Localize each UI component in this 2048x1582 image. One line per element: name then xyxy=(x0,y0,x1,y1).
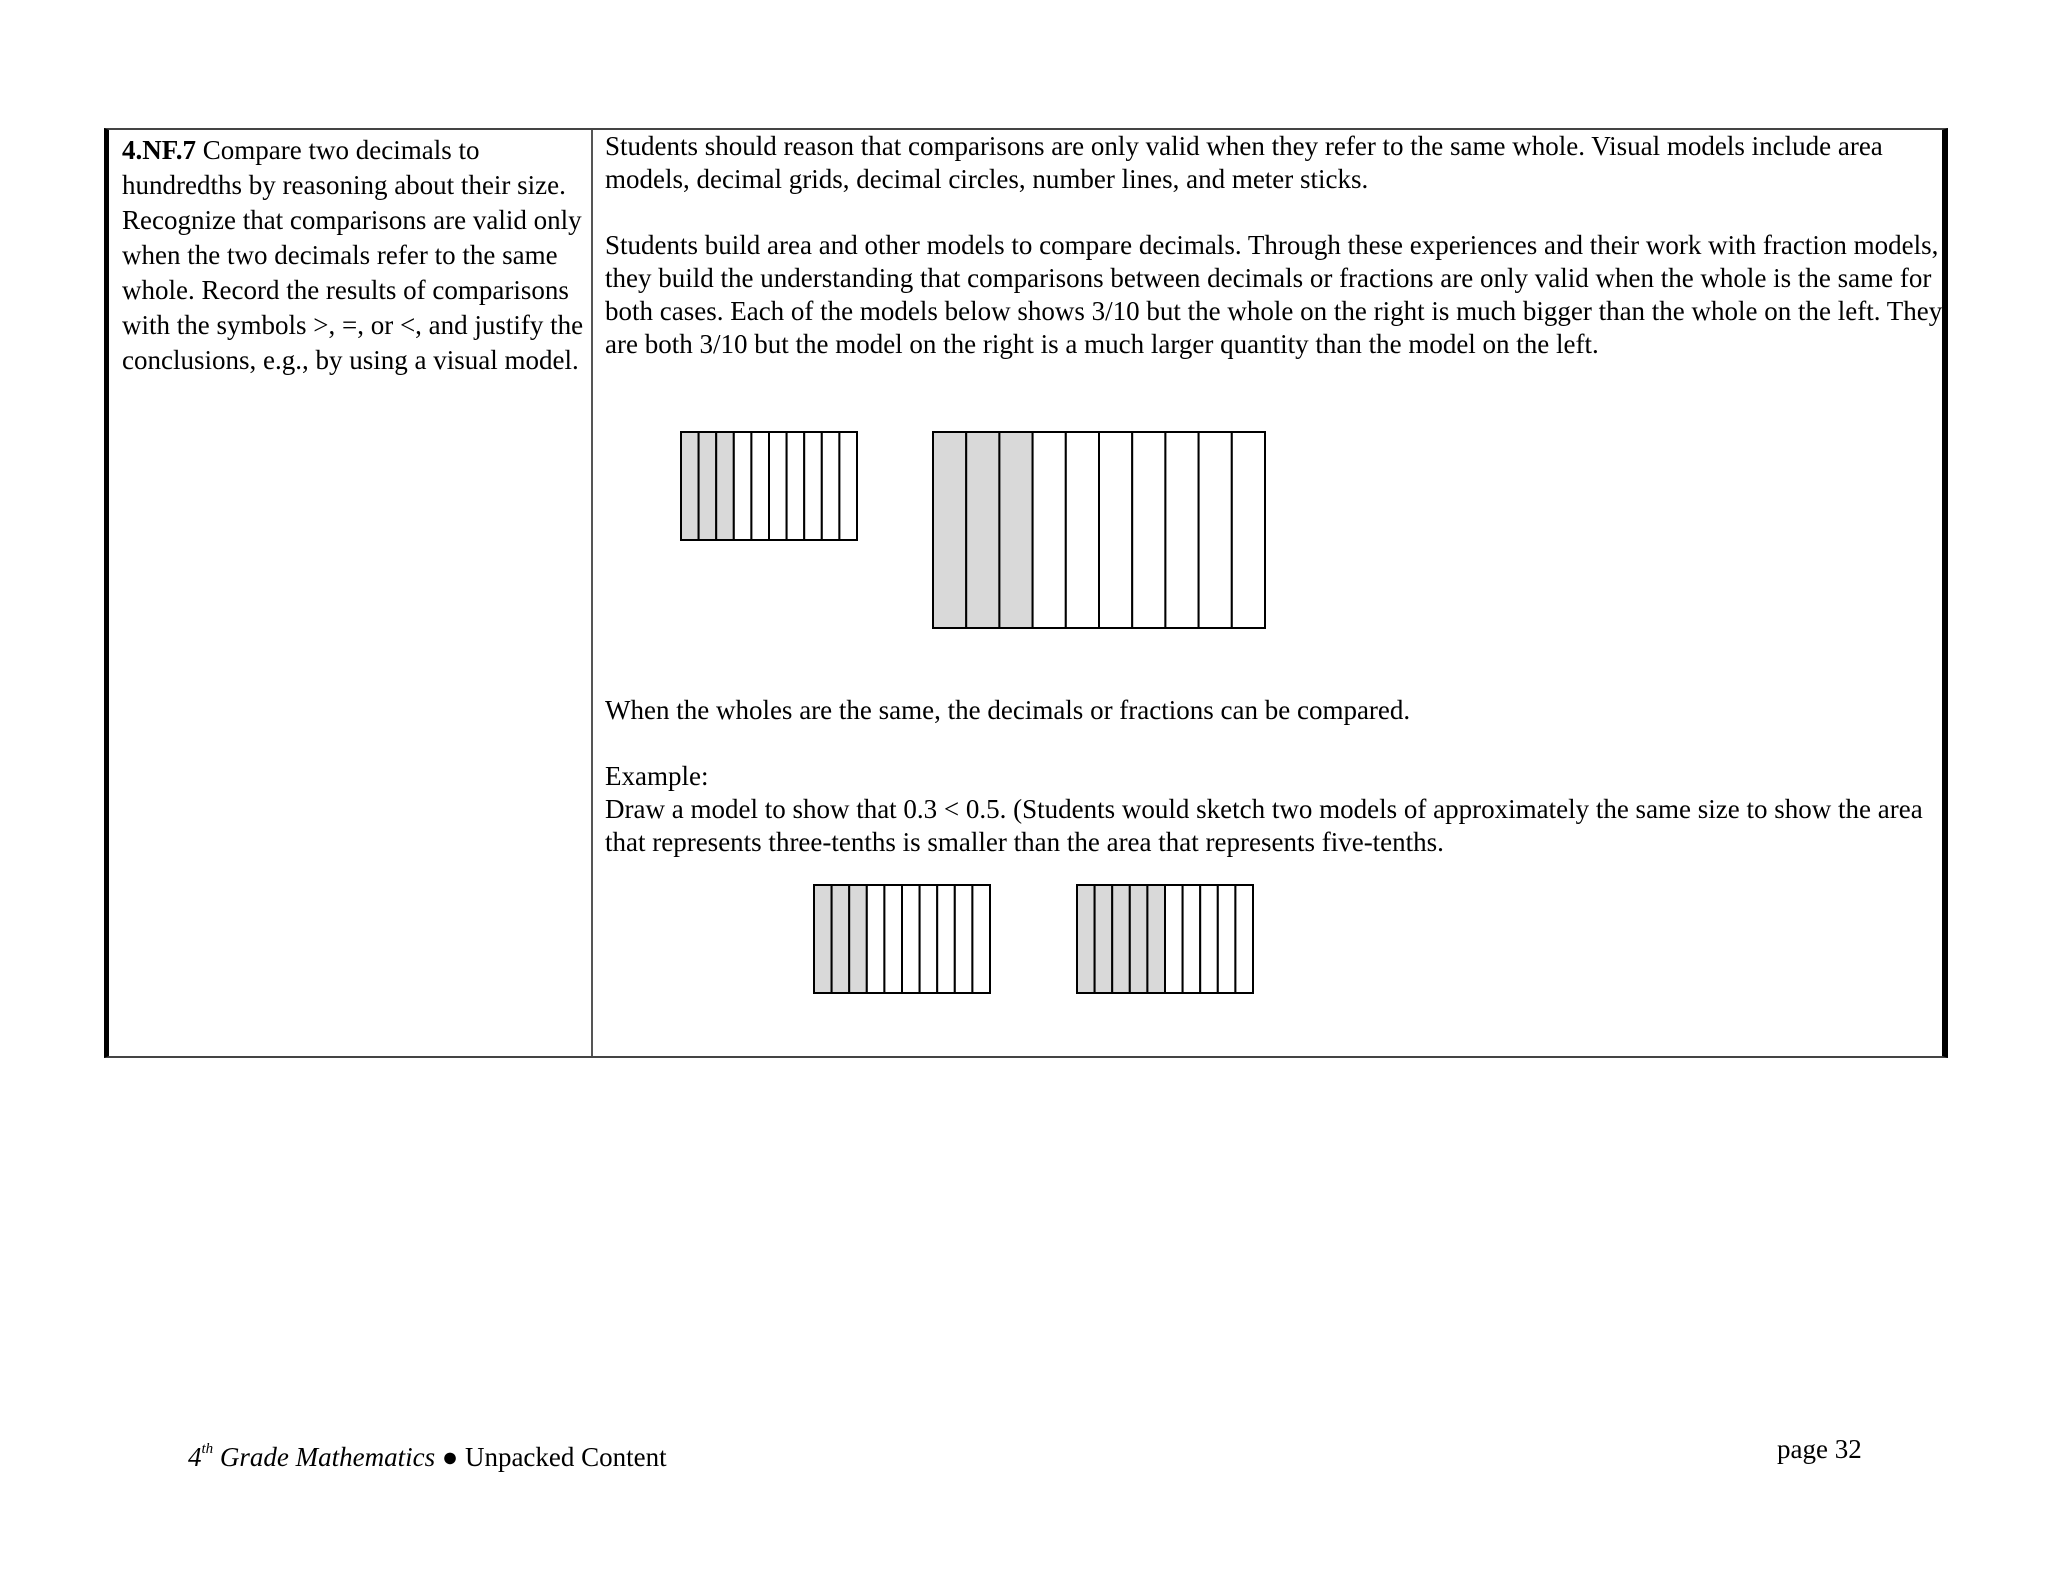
five-tenths-model-svg xyxy=(1076,884,1254,994)
column-divider xyxy=(591,130,593,1056)
tenths-model-large xyxy=(932,431,1266,629)
shaded-tenth xyxy=(1112,885,1130,993)
standards-table xyxy=(104,128,1948,1058)
shaded-tenth xyxy=(716,432,734,540)
standard-text: Compare two decimals to hundredths by reasoning about their size. Recognize that comparisons are valid only when the two decimals refer to the same whole. Record the results of comparisons with the symbols >, =, or <, and justify the conclusions, e.g., by using a visual model. xyxy=(122,135,584,375)
page-number: page 32 xyxy=(1777,1434,1862,1464)
unshaded-tenth xyxy=(1066,432,1099,628)
shaded-tenth xyxy=(849,885,867,993)
unshaded-tenth xyxy=(804,432,822,540)
unshaded-tenth xyxy=(884,885,902,993)
explanation-paragraph-2: Students build area and other models to compare decimals. Through these experiences and their work with fraction models, they build the understanding that comparisons between decimals or fractions are only valid when the whole is the same for both cases. Each of the models below shows 3/10 but the whole on the right is much bigger than the whole on the left. They are both 3/10 but the model on the right is a much larger quantity than the model on the left. xyxy=(605,230,1943,359)
tenths-model-large-svg xyxy=(932,431,1266,629)
unshaded-tenth xyxy=(1099,432,1132,628)
unshaded-tenth xyxy=(822,432,840,540)
unshaded-tenth xyxy=(1200,885,1218,993)
unshaded-tenth xyxy=(1218,885,1236,993)
unshaded-tenth xyxy=(1183,885,1201,993)
unshaded-tenth xyxy=(937,885,955,993)
unshaded-tenth xyxy=(769,432,787,540)
unshaded-tenth xyxy=(1232,432,1265,628)
footer-title xyxy=(188,1432,667,1474)
unshaded-tenth xyxy=(1165,885,1183,993)
unshaded-tenth xyxy=(839,432,857,540)
unshaded-tenth xyxy=(1132,432,1165,628)
example-label: Example: xyxy=(605,761,709,791)
unshaded-tenth xyxy=(867,885,885,993)
unshaded-tenth xyxy=(734,432,752,540)
footer-content-label: Unpacked Content xyxy=(464,1442,667,1472)
shaded-tenth xyxy=(681,432,699,540)
three-tenths-model-svg xyxy=(813,884,991,994)
unshaded-tenth xyxy=(787,432,805,540)
footer-grade-suffix: th xyxy=(201,1441,214,1457)
shaded-tenth xyxy=(1130,885,1148,993)
unshaded-tenth xyxy=(955,885,973,993)
explanation-paragraph-3: When the wholes are the same, the decimals or fractions can be compared. xyxy=(605,695,1411,725)
five-tenths-model xyxy=(1076,884,1254,994)
unshaded-tenth xyxy=(972,885,990,993)
shaded-tenth xyxy=(933,432,966,628)
unshaded-tenth xyxy=(902,885,920,993)
unshaded-tenth xyxy=(920,885,938,993)
unshaded-tenth xyxy=(1199,432,1232,628)
shaded-tenth xyxy=(814,885,832,993)
footer-grade-number: 4 xyxy=(188,1442,202,1472)
shaded-tenth xyxy=(699,432,717,540)
shaded-tenth xyxy=(966,432,999,628)
three-tenths-model xyxy=(813,884,991,994)
footer-bullet: ● xyxy=(435,1442,465,1472)
tenths-model-small-svg xyxy=(680,431,858,541)
unshaded-tenth xyxy=(1165,432,1198,628)
example-text: Draw a model to show that 0.3 < 0.5. (Students would sketch two models of approximately the same size to show the area that represents three-tenths is smaller than the area that represents five-tenths. xyxy=(605,794,1923,857)
unshaded-tenth xyxy=(751,432,769,540)
shaded-tenth xyxy=(1077,885,1095,993)
unshaded-tenth xyxy=(1033,432,1066,628)
shaded-tenth xyxy=(1095,885,1113,993)
tenths-model-small xyxy=(680,431,858,541)
footer-subject: Grade Mathematics xyxy=(213,1442,436,1472)
shaded-tenth xyxy=(1147,885,1165,993)
unshaded-tenth xyxy=(1235,885,1253,993)
shaded-tenth xyxy=(999,432,1032,628)
shaded-tenth xyxy=(832,885,850,993)
standard-code: 4.NF.7 xyxy=(122,135,197,165)
explanation-paragraph-1: Students should reason that comparisons are only valid when they refer to the same whole. Visual models include area models, decimal grids, decimal circles, number lines, and meter sticks. xyxy=(605,131,1883,194)
standard-cell xyxy=(122,133,584,378)
